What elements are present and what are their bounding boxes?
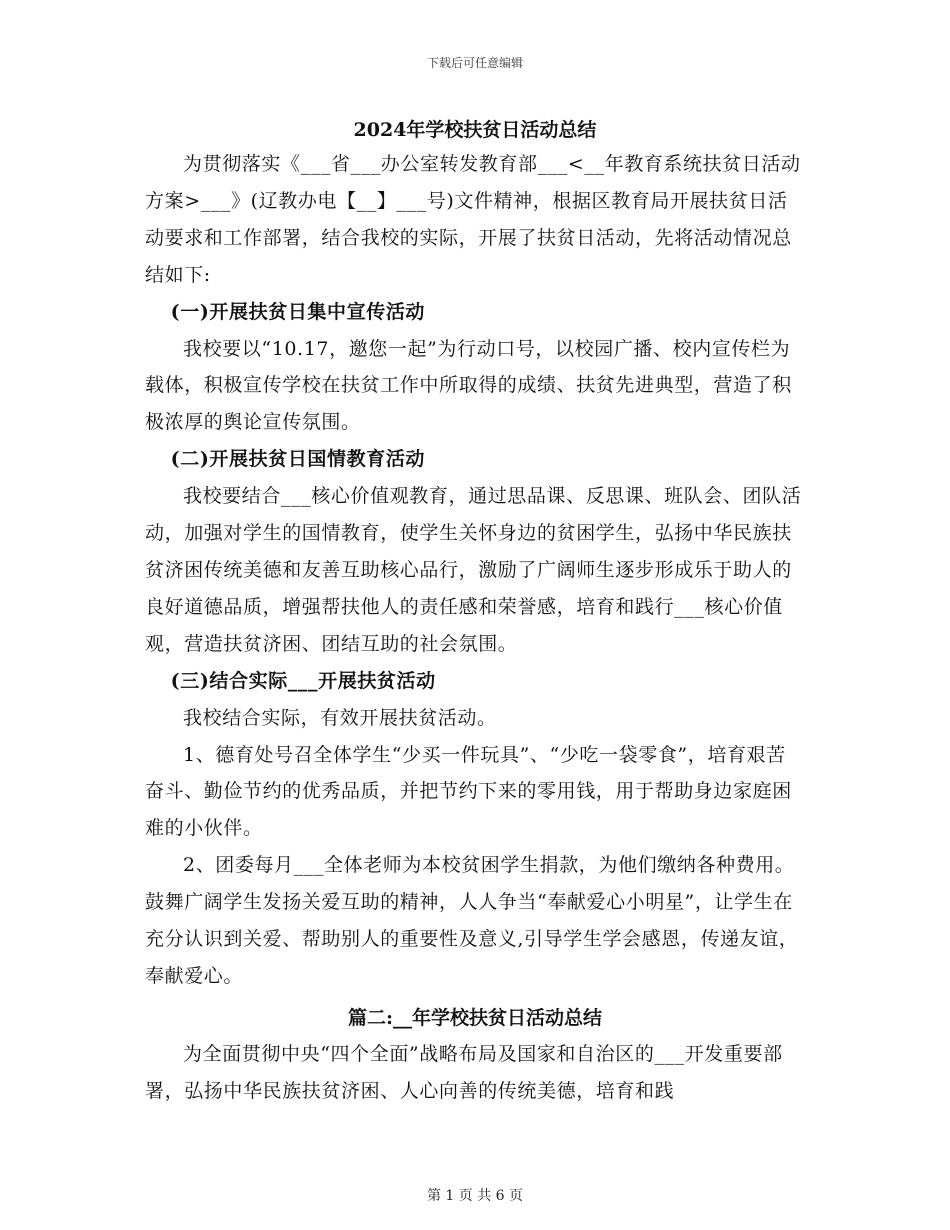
document-body [145, 146, 805, 995]
paragraph-5: 2、团委每月___全体老师为本校贫困学生捐款，为他们缴纳各种费用。鼓舞广阔学生发扬关爱互助的精神，人人争当“奉献爱心小明星”，让学生在充分认识到关爱、帮助别人的重要性及意义,引导学生学会感恩，传递友谊，奉献爱心。 [145, 854, 799, 987]
paragraph-1: 我校要以“10.17，邀您一起”为行动口号，以校园广播、校内宣传栏为载体，积极宣传学校在扶贫工作中所取得的成绩、扶贫先进典型，营造了积极浓厚的舆论宣传氛围。 [145, 337, 792, 434]
document-title: 2024年学校扶贫日活动总结 [353, 119, 597, 141]
paragraph-4: 1、德育处号召全体学生“少买一件玩具”、“少吃一袋零食”，培育艰苦奋斗、勤俭节约的优秀品质，并把节约下来的零用钱，用于帮助身边家庭困难的小伙伴。 [145, 743, 792, 840]
section-heading-3: (三)结合实际___开展扶贫活动 [170, 669, 436, 692]
header-note: 下载后可任意编辑 [426, 56, 523, 70]
paragraph-3: 我校结合实际，有效开展扶贫活动。 [183, 706, 497, 729]
paragraph-2: 我校要结合___核心价值观教育，通过思品课、反思课、班队会、团队活动，加强对学生的国情教育，使学生关怀身边的贫困学生，弘扬中华民族扶贫济困传统美德和友善互助核心品行，激励了广阔师生逐步形成乐于助人的良好道德品质，增强帮扶他人的责任感和荣誉感，培育和践行___核心价值观，营造扶贫济困、团结互助的社会氛围。 [145, 485, 802, 655]
section-two-body [145, 1036, 805, 1110]
intro-paragraph: 为贯彻落实《___省___办公室转发教育部___<__年教育系统扶贫日活动方案>___》(辽教办电【__】___号)文件精神，根据区教育局开展扶贫日活动要求和工作部署，结合我校的实际，开展了扶贫日活动，先将活动情况总结如下: [145, 153, 801, 286]
section-two-title: 篇二:__年学校扶贫日活动总结 [347, 1007, 602, 1029]
section-heading-1: (一)开展扶贫日集中宣传活动 [170, 300, 426, 323]
page-footer: 第 1 页 共 6 页 [426, 1188, 524, 1204]
section-two-intro: 为全面贯彻中央“四个全面”战略布局及国家和自治区的___开发重要部署，弘扬中华民族扶贫济困、人心向善的传统美德，培育和践 [145, 1043, 783, 1102]
section-heading-2: (二)开展扶贫日国情教育活动 [170, 448, 426, 471]
